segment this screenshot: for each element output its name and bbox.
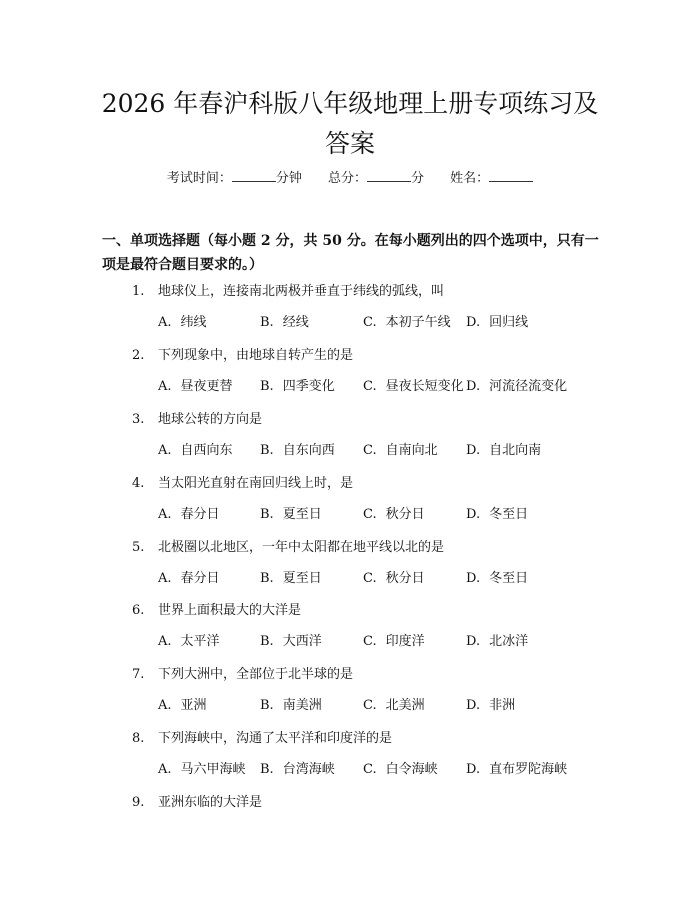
option-text: 直布罗陀海峡 (489, 762, 568, 777)
option-c[interactable] (363, 442, 438, 460)
option-a[interactable] (158, 761, 246, 779)
option-text: 经线 (282, 315, 309, 330)
question-5 (132, 539, 602, 557)
option-label: D. (466, 571, 481, 586)
option-text: 纬线 (180, 315, 207, 330)
option-d[interactable] (466, 314, 528, 332)
option-text: 太平洋 (180, 634, 220, 649)
question-2 (132, 347, 602, 365)
question-4 (132, 475, 602, 493)
title-line-2: 答案 (324, 129, 375, 158)
option-label: A. (158, 443, 172, 458)
option-a[interactable] (158, 442, 233, 460)
option-label: B. (260, 443, 274, 458)
option-d[interactable] (466, 506, 528, 524)
name-blank (489, 169, 533, 182)
option-a[interactable] (158, 633, 220, 651)
question-number: 8. (132, 731, 145, 746)
option-label: C. (363, 762, 377, 777)
option-text: 自西向东 (180, 443, 233, 458)
question-9 (132, 794, 602, 812)
question-text: 北极圈以北地区，一年中太阳都在地平线以北的是 (158, 540, 445, 555)
option-text: 春分日 (180, 571, 220, 586)
option-text: 冬至日 (489, 571, 529, 586)
option-label: D. (466, 507, 481, 522)
option-d[interactable] (466, 633, 528, 651)
question-number: 4. (132, 476, 145, 491)
score-blank (367, 169, 411, 182)
question-3 (132, 411, 602, 429)
option-c[interactable] (363, 506, 425, 524)
question-text: 下列现象中，由地球自转产生的是 (158, 348, 354, 363)
option-d[interactable] (466, 761, 567, 779)
option-text: 昼夜更替 (180, 379, 233, 394)
option-label: A. (158, 762, 172, 777)
option-c[interactable] (363, 633, 425, 651)
option-label: A. (158, 379, 172, 394)
option-text: 南美洲 (282, 698, 322, 713)
option-c[interactable] (363, 570, 425, 588)
option-text: 春分日 (180, 507, 220, 522)
question-text: 地球仪上，连接南北两极并垂直于纬线的弧线，叫 (158, 284, 445, 299)
question-text: 世界上面积最大的大洋是 (158, 603, 302, 618)
option-label: D. (466, 443, 481, 458)
option-text: 北冰洋 (489, 634, 529, 649)
option-b[interactable] (260, 570, 322, 588)
option-d[interactable] (466, 378, 567, 396)
time-blank (232, 169, 276, 182)
option-label: C. (363, 443, 377, 458)
option-b[interactable] (260, 506, 322, 524)
option-d[interactable] (466, 570, 528, 588)
option-label: B. (260, 634, 274, 649)
option-text: 四季变化 (282, 379, 335, 394)
question-text: 下列海峡中，沟通了太平洋和印度洋的是 (158, 731, 393, 746)
option-label: D. (466, 315, 481, 330)
option-label: C. (363, 379, 377, 394)
page-title (70, 84, 630, 164)
option-b[interactable] (260, 633, 322, 651)
option-text: 夏至日 (282, 507, 322, 522)
option-b[interactable] (260, 378, 335, 396)
option-label: D. (466, 698, 481, 713)
exam-meta (0, 169, 700, 188)
student-name: 姓名： (450, 169, 533, 188)
option-label: C. (363, 571, 377, 586)
option-b[interactable] (260, 761, 335, 779)
option-text: 河流径流变化 (489, 379, 568, 394)
question-number: 5. (132, 540, 145, 555)
option-a[interactable] (158, 570, 220, 588)
option-b[interactable] (260, 314, 309, 332)
section-heading: 一、单项选择题（每小题 2 分，共 50 分。在每小题列出的四个选项中，只有一项是最符合题目要求的。） (102, 233, 599, 273)
question-1 (132, 283, 602, 301)
question-number: 9. (132, 795, 145, 810)
option-a[interactable] (158, 506, 220, 524)
option-a[interactable] (158, 378, 233, 396)
option-label: A. (158, 571, 172, 586)
option-d[interactable] (466, 697, 515, 715)
question-text: 地球公转的方向是 (158, 412, 263, 427)
option-text: 非洲 (489, 698, 516, 713)
question-text: 下列大洲中，全部位于北半球的是 (158, 667, 354, 682)
option-text: 白令海峡 (385, 762, 438, 777)
option-c[interactable] (363, 697, 425, 715)
option-c[interactable] (363, 378, 464, 396)
option-label: B. (260, 571, 274, 586)
option-label: C. (363, 507, 377, 522)
question-7 (132, 666, 602, 684)
question-number: 2. (132, 348, 145, 363)
option-text: 秋分日 (385, 571, 425, 586)
option-text: 印度洋 (385, 634, 425, 649)
option-text: 秋分日 (385, 507, 425, 522)
option-label: A. (158, 315, 172, 330)
question-number: 1. (132, 284, 145, 299)
option-label: A. (158, 507, 172, 522)
option-label: B. (260, 762, 274, 777)
question-number: 7. (132, 667, 145, 682)
option-text: 回归线 (489, 315, 529, 330)
option-a[interactable] (158, 697, 207, 715)
option-text: 亚洲 (180, 698, 207, 713)
option-label: C. (363, 634, 377, 649)
option-label: D. (466, 762, 481, 777)
question-text: 当太阳光直射在南回归线上时，是 (158, 476, 354, 491)
question-8 (132, 730, 602, 748)
question-number: 6. (132, 603, 145, 618)
exam-time: 考试时间： 分钟 (166, 171, 302, 186)
option-text: 台湾海峡 (282, 762, 335, 777)
option-label: C. (363, 698, 377, 713)
option-text: 马六甲海峡 (180, 762, 246, 777)
question-number: 3. (132, 412, 145, 427)
option-text: 北美洲 (385, 698, 425, 713)
option-text: 自北向南 (489, 443, 542, 458)
question-6 (132, 602, 602, 620)
question-text: 亚洲东临的大洋是 (158, 795, 263, 810)
total-score: 总分： 分 (327, 171, 425, 186)
option-c[interactable] (363, 314, 451, 332)
option-label: B. (260, 507, 274, 522)
title-line-1: 2026 年春沪科版八年级地理上册专项练习及 (101, 89, 599, 118)
option-a[interactable] (158, 314, 207, 332)
option-text: 冬至日 (489, 507, 529, 522)
option-d[interactable] (466, 442, 541, 460)
option-label: D. (466, 379, 481, 394)
option-text: 自南向北 (385, 443, 438, 458)
option-text: 夏至日 (282, 571, 322, 586)
option-label: B. (260, 315, 274, 330)
option-label: C. (363, 315, 377, 330)
option-text: 大西洋 (282, 634, 322, 649)
option-label: A. (158, 698, 172, 713)
option-label: B. (260, 698, 274, 713)
option-b[interactable] (260, 697, 322, 715)
option-c[interactable] (363, 761, 438, 779)
option-label: A. (158, 634, 172, 649)
option-b[interactable] (260, 442, 335, 460)
option-text: 本初子午线 (385, 315, 451, 330)
option-label: B. (260, 379, 274, 394)
option-text: 自东向西 (282, 443, 335, 458)
option-label: D. (466, 634, 481, 649)
option-text: 昼夜长短变化 (385, 379, 464, 394)
